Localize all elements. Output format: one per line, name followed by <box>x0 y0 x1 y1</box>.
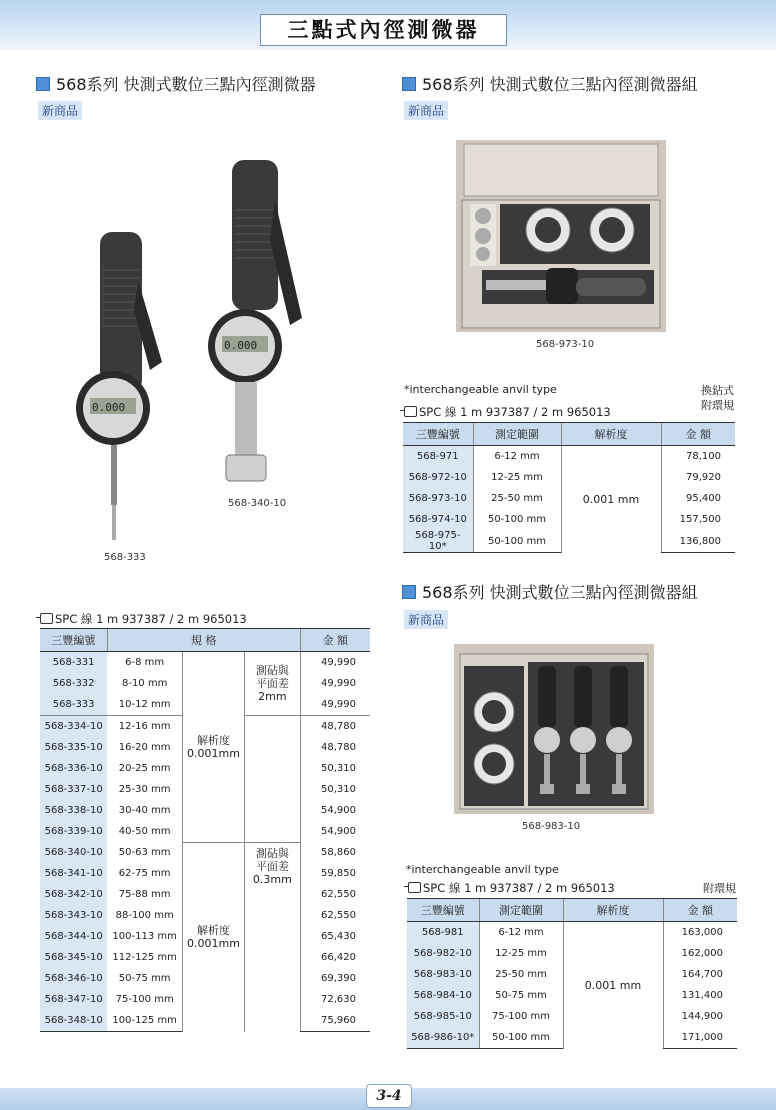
col-header-resolution: 解析度 <box>563 899 663 922</box>
range-cell: 6-12 mm <box>473 446 561 468</box>
right-bottom-heading-text: 568系列 快測式數位三點內徑測微器組 <box>422 583 698 602</box>
price-cell: 54,900 <box>300 800 370 821</box>
model-cell: 568-345-10 <box>40 947 107 968</box>
range-cell: 6-12 mm <box>479 922 563 944</box>
price-cell: 72,630 <box>300 989 370 1010</box>
price-cell: 79,920 <box>661 467 735 488</box>
col-header-range: 測定範圍 <box>473 423 561 446</box>
price-cell: 144,900 <box>663 1006 737 1027</box>
model-cell: 568-982-10 <box>407 943 479 964</box>
model-cell: 568-337-10 <box>40 779 107 800</box>
range-cell: 16-20 mm <box>118 742 171 753</box>
table-row <box>40 842 370 863</box>
price-cell: 58,860 <box>300 842 370 863</box>
model-cell: 568-334-10 <box>40 716 107 738</box>
resolution-cell: 解析度 0.001mm <box>183 652 245 843</box>
micrometer-photo-pair <box>70 150 310 550</box>
model-cell: 568-341-10 <box>40 863 107 884</box>
right-top-spec-table <box>403 422 735 553</box>
range-cell: 75-88 mm <box>118 889 171 900</box>
price-cell: 49,990 <box>300 694 370 716</box>
new-product-badge: 新商品 <box>38 101 82 120</box>
price-cell: 54,900 <box>300 821 370 842</box>
model-cell: 568-333 <box>40 694 107 716</box>
range-cell: 25-50 mm <box>479 964 563 985</box>
right-bottom-note-right: 附環規 <box>703 882 736 895</box>
model-cell: 568-343-10 <box>40 905 107 926</box>
price-cell: 48,780 <box>300 737 370 758</box>
price-cell: 136,800 <box>661 530 735 553</box>
range-cell: 6-8 mm <box>125 657 165 668</box>
right-bottom-spc-line <box>408 880 615 896</box>
range-cell: 50-75 mm <box>118 973 171 984</box>
resolution-cell: 0.001 mm <box>563 922 663 1049</box>
model-cell: 568-339-10 <box>40 821 107 842</box>
col-header-model: 三豐編號 <box>40 629 107 652</box>
page-title: 三點式內徑測微器 <box>260 14 507 46</box>
range-cell: 25-50 mm <box>473 488 561 509</box>
new-product-badge-2: 新商品 <box>404 101 448 120</box>
device-568-340-10-illustration <box>208 160 302 481</box>
price-cell: 157,500 <box>661 509 735 530</box>
price-cell: 69,390 <box>300 968 370 989</box>
kit-case-photo-983 <box>454 644 654 814</box>
range-cell: 8-10 mm <box>121 678 168 689</box>
right-bottom-anvil-note: *interchangeable anvil type <box>406 863 559 876</box>
price-cell: 59,850 <box>300 863 370 884</box>
model-cell: 568-973-10 <box>403 488 473 509</box>
caption-568-973-10: 568-973-10 <box>536 339 595 350</box>
model-cell: 568-984-10 <box>407 985 479 1006</box>
right-top-anvil-note: *interchangeable anvil type <box>404 383 557 396</box>
right-top-spc-text: SPC 線 1 m 937387 / 2 m 965013 <box>419 405 611 419</box>
table-row <box>407 922 737 944</box>
left-spec-table <box>40 628 370 1032</box>
price-cell: 50,310 <box>300 758 370 779</box>
model-cell: 568-344-10 <box>40 926 107 947</box>
model-cell: 568-985-10 <box>407 1006 479 1027</box>
price-cell: 49,990 <box>300 652 370 674</box>
range-cell: 88-100 mm <box>115 910 174 921</box>
model-cell: 568-348-10 <box>40 1010 107 1032</box>
spc-cable-icon <box>40 613 53 624</box>
right-top-spc-line <box>404 404 611 420</box>
model-cell: 568-338-10 <box>40 800 107 821</box>
model-cell: 568-975-10* <box>403 530 473 553</box>
col-header-resolution: 解析度 <box>561 423 661 446</box>
range-cell: 10-12 mm <box>118 699 171 710</box>
model-cell: 568-342-10 <box>40 884 107 905</box>
range-cell: 40-50 mm <box>118 826 171 837</box>
price-cell: 131,400 <box>663 985 737 1006</box>
resolution-cell: 0.001 mm <box>561 446 661 553</box>
model-cell: 568-346-10 <box>40 968 107 989</box>
price-cell: 164,700 <box>663 964 737 985</box>
right-bottom-spec-table <box>407 898 737 1049</box>
left-spc-line <box>40 611 247 627</box>
price-cell: 62,550 <box>300 905 370 926</box>
price-cell: 50,310 <box>300 779 370 800</box>
new-product-badge-3: 新商品 <box>404 610 448 629</box>
right-top-note-right: 換鉆式 附環規 <box>701 384 734 412</box>
range-cell: 112-125 mm <box>112 952 177 963</box>
range-cell: 30-40 mm <box>118 805 171 816</box>
col-header-range: 測定範圍 <box>479 899 563 922</box>
left-section-heading <box>36 72 316 95</box>
right-bottom-section-heading <box>402 580 698 603</box>
model-cell: 568-986-10* <box>407 1027 479 1049</box>
model-cell: 568-335-10 <box>40 737 107 758</box>
price-cell: 75,960 <box>300 1010 370 1032</box>
caption-568-983-10: 568-983-10 <box>522 821 581 832</box>
range-cell: 50-100 mm <box>473 509 561 530</box>
left-spc-text: SPC 線 1 m 937387 / 2 m 965013 <box>55 612 247 626</box>
range-cell: 20-25 mm <box>118 763 171 774</box>
spc-cable-icon <box>404 406 417 417</box>
right-bottom-spc-text: SPC 線 1 m 937387 / 2 m 965013 <box>423 881 615 895</box>
range-cell: 62-75 mm <box>118 868 171 879</box>
model-cell: 568-332 <box>40 673 107 694</box>
model-cell: 568-981 <box>407 922 479 944</box>
caption-568-340-10: 568-340-10 <box>228 498 287 509</box>
col-header-model: 三豐編號 <box>407 899 479 922</box>
price-cell: 48,780 <box>300 716 370 738</box>
svg-text:0.000: 0.000 <box>92 401 126 414</box>
right-top-heading-text: 568系列 快測式數位三點內徑測微器組 <box>422 75 698 94</box>
device-568-333-illustration <box>76 232 162 540</box>
anvil-cell: 測砧與 平面差 0.3mm <box>244 842 300 1032</box>
model-cell: 568-983-10 <box>407 964 479 985</box>
col-header-price: 金 額 <box>300 629 370 652</box>
model-cell: 568-331 <box>40 652 107 674</box>
bullet-square-icon <box>36 77 50 91</box>
model-cell: 568-974-10 <box>403 509 473 530</box>
price-cell: 78,100 <box>661 446 735 468</box>
bullet-square-icon <box>402 77 416 91</box>
bullet-square-icon <box>402 585 416 599</box>
price-cell: 162,000 <box>663 943 737 964</box>
price-cell: 49,990 <box>300 673 370 694</box>
range-cell: 12-25 mm <box>473 467 561 488</box>
resolution-cell: 解析度 0.001mm <box>183 842 245 1032</box>
range-cell: 100-113 mm <box>112 931 177 942</box>
col-header-spec: 規 格 <box>107 629 300 652</box>
range-cell: 100-125 mm <box>107 1010 182 1032</box>
price-cell: 62,550 <box>300 884 370 905</box>
price-cell: 171,000 <box>663 1027 737 1049</box>
col-header-model: 三豐編號 <box>403 423 473 446</box>
model-cell: 568-971 <box>403 446 473 468</box>
price-cell: 65,430 <box>300 926 370 947</box>
price-cell: 66,420 <box>300 947 370 968</box>
range-cell: 12-16 mm <box>118 721 171 732</box>
right-top-section-heading <box>402 72 698 95</box>
left-heading-text: 568系列 快測式數位三點內徑測微器 <box>56 75 316 94</box>
table-row <box>40 652 370 674</box>
price-cell: 163,000 <box>663 922 737 944</box>
caption-568-333: 568-333 <box>104 552 146 563</box>
range-cell: 12-25 mm <box>479 943 563 964</box>
svg-text:0.000: 0.000 <box>224 339 258 352</box>
model-cell: 568-336-10 <box>40 758 107 779</box>
range-cell: 50-100 mm <box>473 530 561 553</box>
anvil-cell: 測砧與 平面差 2mm <box>244 652 300 716</box>
price-cell: 95,400 <box>661 488 735 509</box>
range-cell: 75-100 mm <box>479 1006 563 1027</box>
kit-case-photo-973 <box>456 140 666 332</box>
range-cell: 75-100 mm <box>115 994 174 1005</box>
range-cell: 50-75 mm <box>479 985 563 1006</box>
range-cell: 50-63 mm <box>118 847 171 858</box>
spc-cable-icon <box>408 882 421 893</box>
page-number: 3-4 <box>366 1084 412 1108</box>
range-cell: 50-100 mm <box>479 1027 563 1049</box>
range-cell: 25-30 mm <box>118 784 171 795</box>
anvil-cell <box>244 716 300 843</box>
table-row <box>403 446 735 468</box>
model-cell: 568-340-10 <box>40 842 107 863</box>
col-header-price: 金 額 <box>663 899 737 922</box>
col-header-price: 金 額 <box>661 423 735 446</box>
model-cell: 568-347-10 <box>40 989 107 1010</box>
model-cell: 568-972-10 <box>403 467 473 488</box>
